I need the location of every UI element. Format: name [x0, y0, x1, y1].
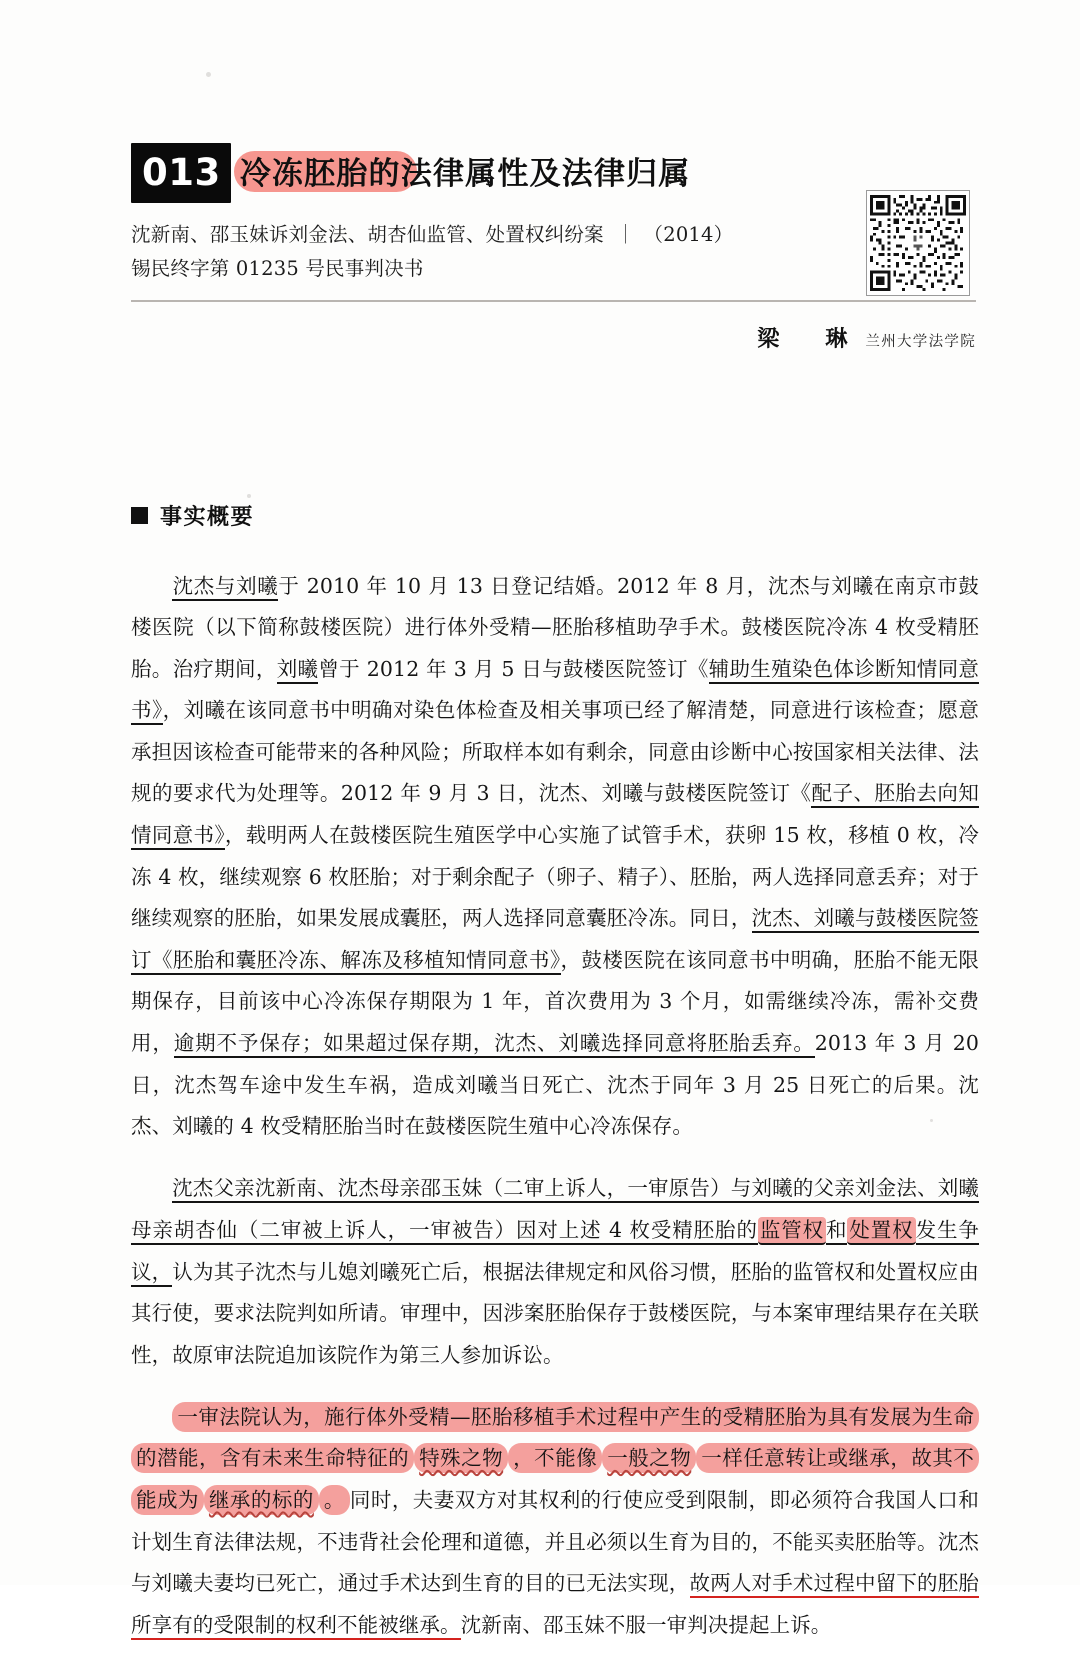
paragraph	[131, 1168, 979, 1376]
case-citation: （2014）锡民终字第 01235 号民事判决书	[131, 223, 734, 280]
section-heading-label: 事实概要	[160, 504, 255, 530]
author-affiliation: 兰州大学法学院	[865, 334, 976, 350]
case-name: 沈新南、邵玉妹诉刘金法、胡杏仙监管、处置权纠纷案	[131, 223, 604, 246]
paragraph	[131, 566, 979, 1148]
underlined-text-run: 刘曦	[277, 657, 319, 684]
title-row	[131, 143, 976, 205]
highlighted-block-run: ，不能像	[508, 1443, 602, 1473]
underlined-text-run: 沈杰父亲沈新南、沈杰母亲邵玉妹（二审上诉人，一审原告）与刘曦的父亲刘金法、刘曦母亲胡杏仙（二审被上诉人，一审被告）因对上述 4 枚受精胚胎的	[131, 1176, 979, 1245]
text-run: ，载明两人在鼓楼医院生殖医学中心实施了试管手术，获卵 15 枚，移植 0 枚，冷冻 4 枚，继续观察 6 枚胚胎；对于剩余配子（卵子、精子）、胚胎，两人选择同意丢弃；对于继续观察的胚胎，如果发展成囊胚，两人选择同意囊胚冷冻。同日，	[131, 823, 979, 931]
underlined-text-run: 逾期不予保存；如果超过保存期，沈杰、刘曦选择同意将胚胎丢弃。	[174, 1031, 815, 1058]
article-header	[131, 143, 976, 286]
underlined-text-run: 配子、胚胎去向知情同意书》	[131, 781, 979, 850]
article-number-badge: 013	[131, 143, 231, 203]
section-heading	[131, 500, 254, 531]
text-run: ，刘曦在该同意书中明确对染色体检查及相关事项已经了解清楚，同意进行该检查；愿意承担因该检查可能带来的各种风险；所取样本如有剩余，同意由诊断中心按国家相关法律、法规的要求代为处理等。2012 年 9 月 3 日，沈杰、刘曦与鼓楼医院签订《	[131, 698, 979, 806]
text-run: 同时，夫妻双方对其权利的行使应受到限制，即必须符合我国人口和计划生育法律法规，不违背社会伦理和道德，并且必须以生育为目的，不能买卖胚胎等。沈杰与刘曦夫妻均已死亡，通过手术达到生育的目的已无法实现，	[131, 1487, 979, 1596]
text-run: 于 2010 年 10 月 13 日登记结婚。2012 年 8 月，沈杰与刘曦在南京市鼓楼医院（以下简称鼓楼医院）进行体外受精—胚胎移植助孕手术。鼓楼医院冷冻 4 枚受精胚胎。治疗期间，	[131, 573, 979, 681]
text-run: 认为其子沈杰与儿媳刘曦死亡后，根据法律规定和风俗习惯，胚胎的监管权和处置权应由其行使，要求法院判如所请。审理中，因涉案胚胎保存于鼓楼医院，与本案审理结果存在关联性，故原审法院追加该院作为第三人参加诉讼。	[131, 1259, 979, 1367]
title-highlight-text: 冷冻胚胎	[239, 156, 369, 192]
highlighted-block-run: 一审法院认为，施行体外受精—胚胎移植手术过程中产生的受精胚胎为具有发展为生命的潜能，含有未来生命特征的	[131, 1402, 979, 1474]
highlighted-wavy-text-run: 继承的标的	[204, 1485, 319, 1515]
underlined-text-run: 辅助生殖染色体诊断知情同意书》	[131, 657, 979, 726]
highlighted-wavy-text-run: 一般之物	[602, 1443, 696, 1473]
text-run: ，鼓楼医院在该同意书中明确，胚胎不能无限期保存，目前该中心冷冻保存期限为 1 年，首次费用为 3 个月，如需继续冷冻，需补交费用，	[131, 947, 979, 1056]
page-title	[240, 143, 691, 193]
text-run: 2013 年 3 月 20 日，沈杰驾车途中发生车祸，造成刘曦当日死亡、沈杰于同年 3 月 25 日死亡的后果。沈杰、刘曦的 4 枚受精胚胎当时在鼓楼医院生殖中心冷冻保存。	[131, 1031, 979, 1139]
underlined-text-run: 沈杰与刘曦	[172, 574, 278, 601]
title-rest-text: 的法律属性及法律归属	[368, 156, 691, 192]
paragraph	[131, 1397, 979, 1647]
highlighted-text-run: 监管权	[758, 1217, 826, 1245]
underlined-text-run: 发生争议，	[131, 1218, 979, 1287]
text-run: 曾于 2012 年 3 月 5 日与鼓楼医院签订《	[318, 656, 709, 681]
subtitle-separator: ｜	[615, 223, 636, 246]
underlined-text-run: 沈杰、刘曦与鼓楼医院签订《胚胎和囊胚冷冻、解冻及移植知情同意书》	[131, 906, 979, 975]
underlined-text-run: 和	[826, 1218, 847, 1245]
red-underlined-text-run: 故两人对手术过程中留下的胚胎所享有的受限制的权利不能被继承。	[131, 1571, 979, 1640]
title-text	[240, 148, 691, 193]
highlighted-text-run: 处置权	[847, 1217, 915, 1245]
highlighted-block-run: 一样任意转让或继承，故其不能成为	[131, 1443, 979, 1515]
square-bullet-icon	[131, 507, 148, 524]
highlighted-block-run: 。	[319, 1485, 350, 1515]
byline	[131, 322, 976, 353]
scan-speck	[206, 72, 211, 77]
article-body	[131, 545, 979, 1667]
header-divider	[131, 300, 976, 302]
text-run: 沈新南、邵玉妹不服一审判决提起上诉。	[460, 1612, 832, 1637]
highlighted-wavy-text-run: 特殊之物	[414, 1443, 508, 1473]
qr-code-icon[interactable]	[866, 190, 970, 296]
author-name: 梁 琳	[757, 326, 860, 352]
case-subtitle	[131, 218, 751, 286]
scan-speck	[247, 494, 251, 498]
